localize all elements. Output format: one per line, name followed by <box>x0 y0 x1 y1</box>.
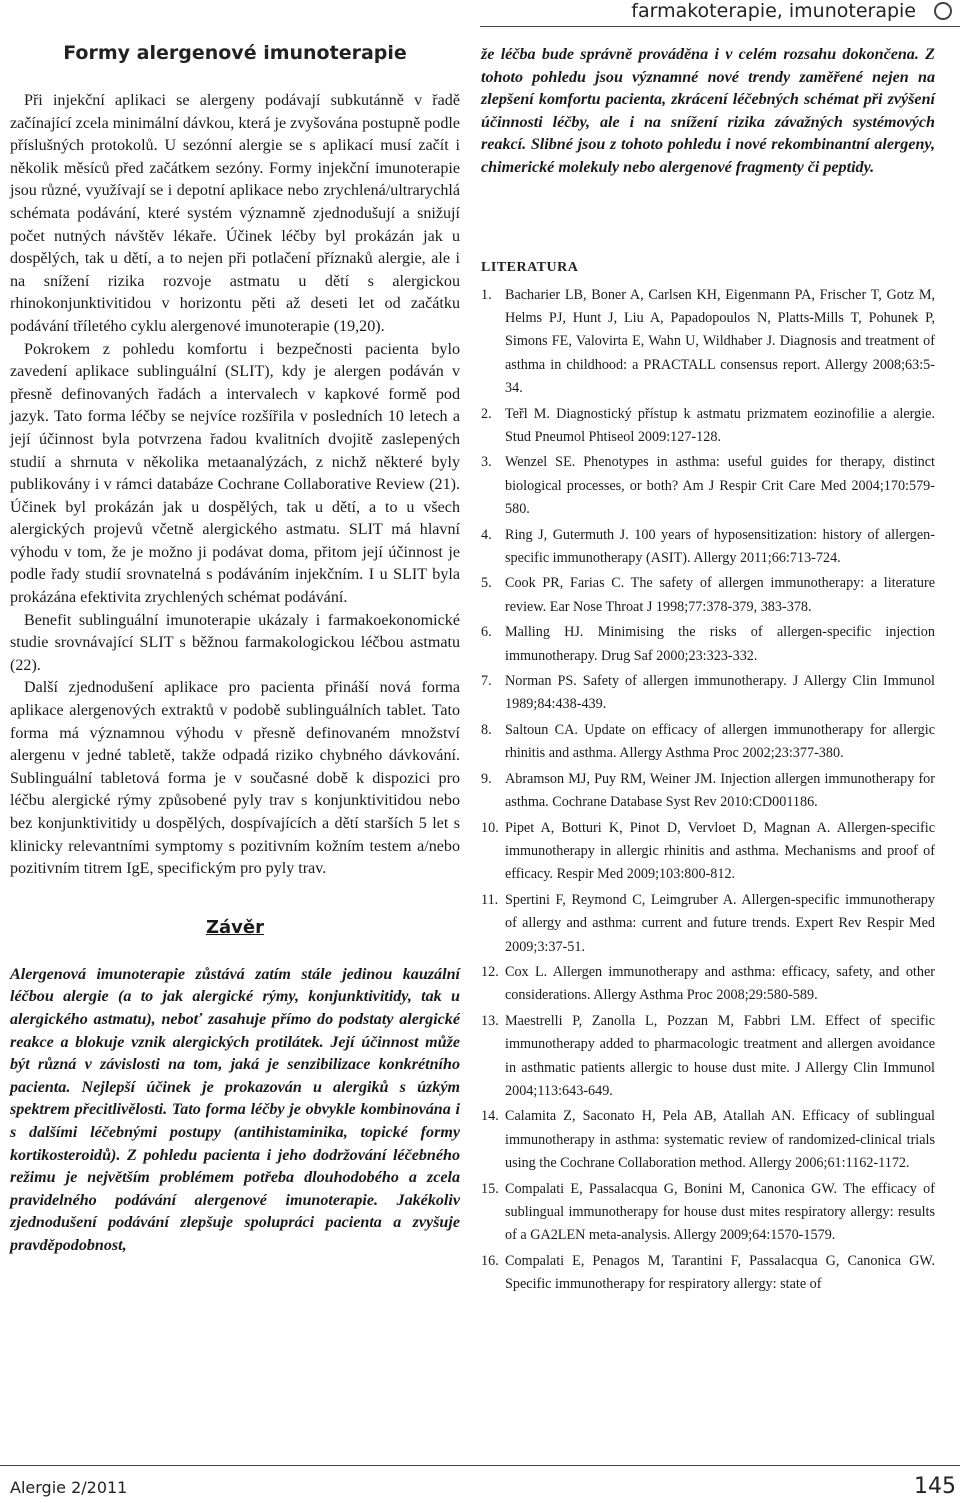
reference-text: Malling HJ. Minimising the risks of allergen-specific injection immunotherapy. Drug Saf 2000;23:323-332. <box>505 624 935 664</box>
body-paragraph: Při injekční aplikaci se alergeny podávají subkutánně v řadě začínající zcela minimální dávkou, která je zvyšována postupně podle příslušných protokolů. U sezónní alergie se s aplikací musí začít i několik měsíců před začátkem sezóny. Formy injekční imunoterapie jsou různé, využívají se i depotní aplikace nebo zrychlená/ultrarychlá schémata podávání, které systém významně zjednodušují a snižují počet nutných návštěv lékaře. Účinek léčby byl prokázán jak u dospělých, tak u dětí, a to nejen při potlačení příznaků alergie, ale i na snížení rizika rozvoje astmatu u dětí s alergickou rhinokonjunktivitidou v horizontu pěti až deseti let od začátku podávání tříletého cyklu alergenové imunoterapie (19,20). <box>10 92 461 335</box>
reference-text: Saltoun CA. Update on efficacy of allergen immunotherapy for allergic rhinitis and asthma. Allergy Asthma Proc 2002;23:377-380. <box>505 721 935 762</box>
body-paragraph: Další zjednodušení aplikace pro pacienta přináší nová forma aplikace alergenových extraktů v podobě sublinguálních tablet. Tato forma má významnou výhodu v přesně definovaném množství alergenu v jedné tabletě, takže odpadá riziko chybného dávkování. Sublinguální tabletová forma je v současné době k dispozici pro léčbu alergické rýmy způsobené pyly trav s konjunktivitidou nebo bez konjunktivitidy u dospělých, dospívajících a dětí starších 5 let s klinicky relevantními symptomy s pozitivním kožním testem a/nebo pozitivním titrem IgE, specifickým pro pyly trav. <box>10 679 460 878</box>
reference-text: Bacharier LB, Boner A, Carlsen KH, Eigenmann PA, Frischer T, Gotz M, Helms PJ, Hunt J, Liu A, Papadopoulos N, Platts-Mills T, Pohunek P, Simons FE, Valovirta E, Wahn U, Wildhaber J. Diagnosis and treatment of asthma in childhood: a PRACTALL consensus report. Allergy 2008;63:5-34. <box>505 286 935 397</box>
conclusion-title: Závěr <box>205 916 265 938</box>
reference-text: Abramson MJ, Puy RM, Weiner JM. Injection allergen immunotherapy for asthma. Cochrane Database Syst Rev 2010:CD001186. <box>505 770 935 811</box>
reference-item <box>481 1178 935 1248</box>
reference-item <box>481 621 935 668</box>
reference-item <box>481 961 935 1008</box>
body-paragraph: Pokrokem z pohledu komfortu i bezpečnosti pacienta bylo zavedení aplikace sublinguální (SLIT), kdy je alergen podáván v přesně definovaných řadách a intervalech v kapkové formě pod jazyk. Tato forma léčby se nejvíce rozšířila v posledních 10 letech a její účinnost byla potvrzena řadou kvalitních dvojitě zaslepených studií a shrnuta v několika metaanalýzách, z nichž některé byly publikovány i v rámci databáze Cochrane Collaborative Review (21). Účinek byl prokázán jak u dospělých, tak u dětí, a to u všech alergických projevů včetně alergického astmatu. SLIT má hlavní výhodu v tom, že je možno ji podávat doma, přitom její účinnost je podle řady studií srovnatelná s podáváním injekčním. I u SLIT byla prokázána efektivita zrychlených schémat podávání. <box>10 340 460 607</box>
journal-issue: Alergie 2/2011 <box>10 1478 128 1497</box>
reference-item <box>481 768 935 815</box>
reference-number: 11. <box>481 891 499 908</box>
conclusion-text: Alergenová imunoterapie zůstává zatím stále jedinou kauzální léčbou alergie (a to jak alergické rýmy, konjunktivitidy, tak u alergického astmatu), neboť zasahuje přímo do podstaty alergické reakce a blokuje vznik alergických protilátek. Její účinnost může být různá v závislosti na tom, jaká je senzibilizace konkrétního pacienta. Nejlepší účinek je prokazován u alergiků s úzkým spektrem přecitlivělosti. Tato forma léčby je obvykle kombinována i s dalšími léčebnými postupy (antihistaminika, topické formy kortikosteroidů). Z pohledu pacienta i jeho dodržování léčebného režimu je největším problémem potřeba dlouhodobého a zcela pravidelného podávání alergenové imunoterapie. Jakékoliv zjednodušení podávání zlepšuje spolupráci pacienta a zvyšuje pravděpodobnost, <box>10 965 460 1254</box>
reference-item <box>481 1010 935 1104</box>
reference-number: 12. <box>481 963 499 980</box>
reference-number: 8. <box>481 721 492 738</box>
top-rule <box>480 26 960 27</box>
reference-text: Ring J, Gutermuth J. 100 years of hyposensitization: history of allergen-specific immunotherapy (ASIT). Allergy 2011;66:713-724. <box>505 526 935 567</box>
reference-item <box>481 524 935 571</box>
reference-number: 6. <box>481 624 492 641</box>
right-column <box>481 44 935 1297</box>
reference-item <box>481 719 935 766</box>
reference-text: Compalati E, Passalacqua G, Bonini M, Canonica GW. The efficacy of sublingual immunotherapy for house dust mites respiratory allergy: results of a GA2LEN meta-analysis. Allergy 2009;64:1570-1579. <box>505 1180 935 1244</box>
reference-number: 3. <box>481 454 492 471</box>
reference-text: Compalati E, Penagos M, Tarantini F, Passalacqua G, Canonica GW. Specific immunotherapy for respiratory allergy: state of <box>505 1252 935 1293</box>
reference-number: 9. <box>481 770 492 787</box>
reference-text: Cox L. Allergen immunotherapy and asthma: efficacy, safety, and other considerations. Allergy Asthma Proc 2008;29:580-589. <box>505 963 935 1004</box>
reference-number: 13. <box>481 1012 499 1029</box>
reference-number: 15. <box>481 1180 499 1197</box>
reference-number: 4. <box>481 526 492 543</box>
reference-number: 16. <box>481 1252 499 1269</box>
reference-item <box>481 451 935 521</box>
body-paragraph: Benefit sublinguální imunoterapie ukázaly i farmakoekonomické studie srovnávající SLIT s běžnou farmakologickou léčbou astmatu (22). <box>10 611 460 674</box>
reference-item <box>481 1105 935 1175</box>
section-title: Formy alergenové imunoterapie <box>63 42 407 64</box>
reference-text: Calamita Z, Saconato H, Pela AB, Atallah AN. Efficacy of sublingual immunotherapy in asthma: systematic review of randomized-clinical trials using the Cochrane Collaboration method. Allergy 2006;61:1162-1172. <box>505 1108 935 1172</box>
reference-number: 7. <box>481 673 492 690</box>
running-head: farmakoterapie, imunoterapie <box>631 0 916 22</box>
conclusion-continuation: že léčba bude správně prováděna i v celém rozsahu dokončena. Z tohoto pohledu jsou významné nové trendy zaměřené nejen na zlepšení komfortu pacienta, zkrácení léčebných schémat při zvýšení účinnosti léčby, ale i na snížení rizika závažných systémových reakcí. Slibné jsou z tohoto pohledu i nové rekombinantní alergeny, chimerické molekuly nebo alergenové fragmenty či peptidy. <box>481 46 935 176</box>
reference-text: Wenzel SE. Phenotypes in asthma: useful guides for therapy, distinct biological processes, or both? Am J Respir Crit Care Med 2004;170:579-580. <box>505 454 935 518</box>
reference-text: Spertini F, Reymond C, Leimgruber A. Allergen-specific immunotherapy of allergy and asthma: current and future trends. Expert Rev Respir Med 2009;3:37-51. <box>505 891 935 955</box>
reference-text: Cook PR, Farias C. The safety of allergen immunotherapy: a literature review. Ear Nose Throat J 1998;77:378-379, 383-378. <box>505 575 935 615</box>
reference-item <box>481 670 935 717</box>
page-number: 145 <box>914 1474 956 1499</box>
bottom-rule <box>0 1465 960 1466</box>
literature-title: LITERATURA <box>481 259 579 275</box>
reference-item <box>481 403 935 450</box>
reference-text: Maestrelli P, Zanolla L, Pozzan M, Fabbri LM. Effect of specific immunotherapy added to pharmacologic treatment and allergen avoidance in asthmatic patients allergic to house dust mite. J Allergy Clin Immunol 2004;113:643-649. <box>505 1012 935 1099</box>
reference-text: Teřl M. Diagnostický přístup k astmatu prizmatem eozinofilie a alergie. Stud Pneumol Phtiseol 2009:127-128. <box>505 405 935 445</box>
reference-text: Pipet A, Botturi K, Pinot D, Vervloet D, Magnan A. Allergen-specific immunotherapy in allergic rhinitis and asthma. Mechanisms and proof of efficacy. Respir Med 2009;103:800-812. <box>505 819 935 883</box>
reference-item <box>481 817 935 887</box>
reference-number: 2. <box>481 405 492 422</box>
reference-item <box>481 284 935 401</box>
reference-item <box>481 572 935 619</box>
reference-item <box>481 889 935 959</box>
reference-number: 5. <box>481 575 492 592</box>
left-column <box>10 40 460 1258</box>
reference-text: Norman PS. Safety of allergen immunotherapy. J Allergy Clin Immunol 1989;84:438-439. <box>505 673 935 713</box>
reference-number: 1. <box>481 286 492 303</box>
reference-item <box>481 1250 935 1297</box>
circle-ornament <box>934 2 952 20</box>
reference-list <box>481 284 935 1297</box>
reference-number: 14. <box>481 1108 499 1125</box>
reference-number: 10. <box>481 819 499 836</box>
